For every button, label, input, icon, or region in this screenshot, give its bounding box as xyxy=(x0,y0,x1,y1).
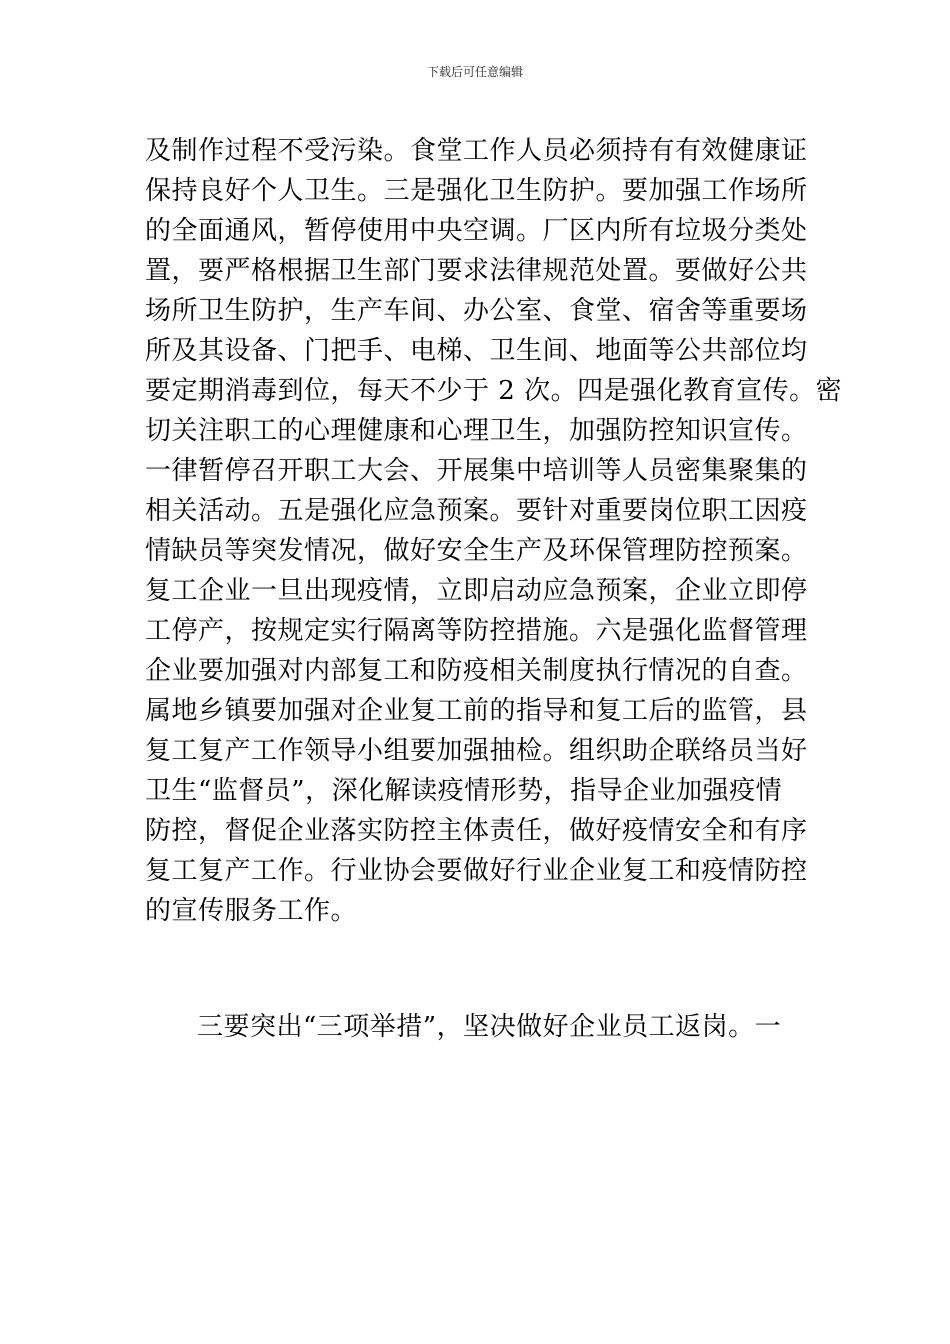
text-line: 一律暂停召开职工大会、开展集中培训等人员密集聚集的 xyxy=(145,456,808,486)
text-line: 属地乡镇要加强对企业复工前的指导和复工后的监管，县 xyxy=(145,696,808,726)
text-line: 场所卫生防护，生产车间、办公室、食堂、宿舍等重要场 xyxy=(145,296,808,326)
text-line: 保持良好个人卫生。三是强化卫生防护。要加强工作场所 xyxy=(145,176,808,206)
text-line: 企业要加强对内部复工和防疫相关制度执行情况的自查。 xyxy=(145,656,808,686)
text-line: 工停产，按规定实行隔离等防控措施。六是强化监督管理 xyxy=(145,616,808,646)
text-line: 卫生“监督员”，深化解读疫情形势，指导企业加强疫情 xyxy=(145,776,783,806)
text-line: 及制作过程不受污染。食堂工作人员必须持有有效健康证 xyxy=(145,136,808,166)
text-line: 防控，督促企业落实防控主体责任，做好疫情安全和有序 xyxy=(145,816,808,846)
text-line: 的全面通风，暂停使用中央空调。厂区内所有垃圾分类处 xyxy=(145,216,808,246)
document-body xyxy=(145,131,843,1047)
paragraph-spacer xyxy=(145,931,815,1007)
text-line: 相关活动。五是强化应急预案。要针对重要岗位职工因疫 xyxy=(145,496,808,526)
text-line: 要定期消毒到位，每天不少于 2 次。四是强化教育宣传。密 xyxy=(145,376,843,406)
text-line: 所及其设备、门把手、电梯、卫生间、地面等公共部位均 xyxy=(145,336,808,366)
text-line: 的宣传服务工作。 xyxy=(145,896,358,926)
text-line: 复工复产工作。行业协会要做好行业企业复工和疫情防控 xyxy=(145,856,808,886)
text-line: 情缺员等突发情况，做好安全生产及环保管理防控预案。 xyxy=(145,536,808,566)
page-header: 下载后可任意编辑 xyxy=(426,65,523,79)
text-line: 复工企业一旦出现疫情，立即启动应急预案，企业立即停 xyxy=(145,576,808,606)
paragraph-2 xyxy=(145,1007,815,1047)
text-line: 置，要严格根据卫生部门要求法律规范处置。要做好公共 xyxy=(145,256,808,286)
text-line: 三要突出“三项举措”，坚决做好企业员工返岗。一 xyxy=(197,1012,782,1042)
text-line: 复工复产工作领导小组要加强抽检。组织助企联络员当好 xyxy=(145,736,808,766)
text-line: 切关注职工的心理健康和心理卫生，加强防控知识宣传。 xyxy=(145,416,808,446)
paragraph-1 xyxy=(145,131,843,931)
